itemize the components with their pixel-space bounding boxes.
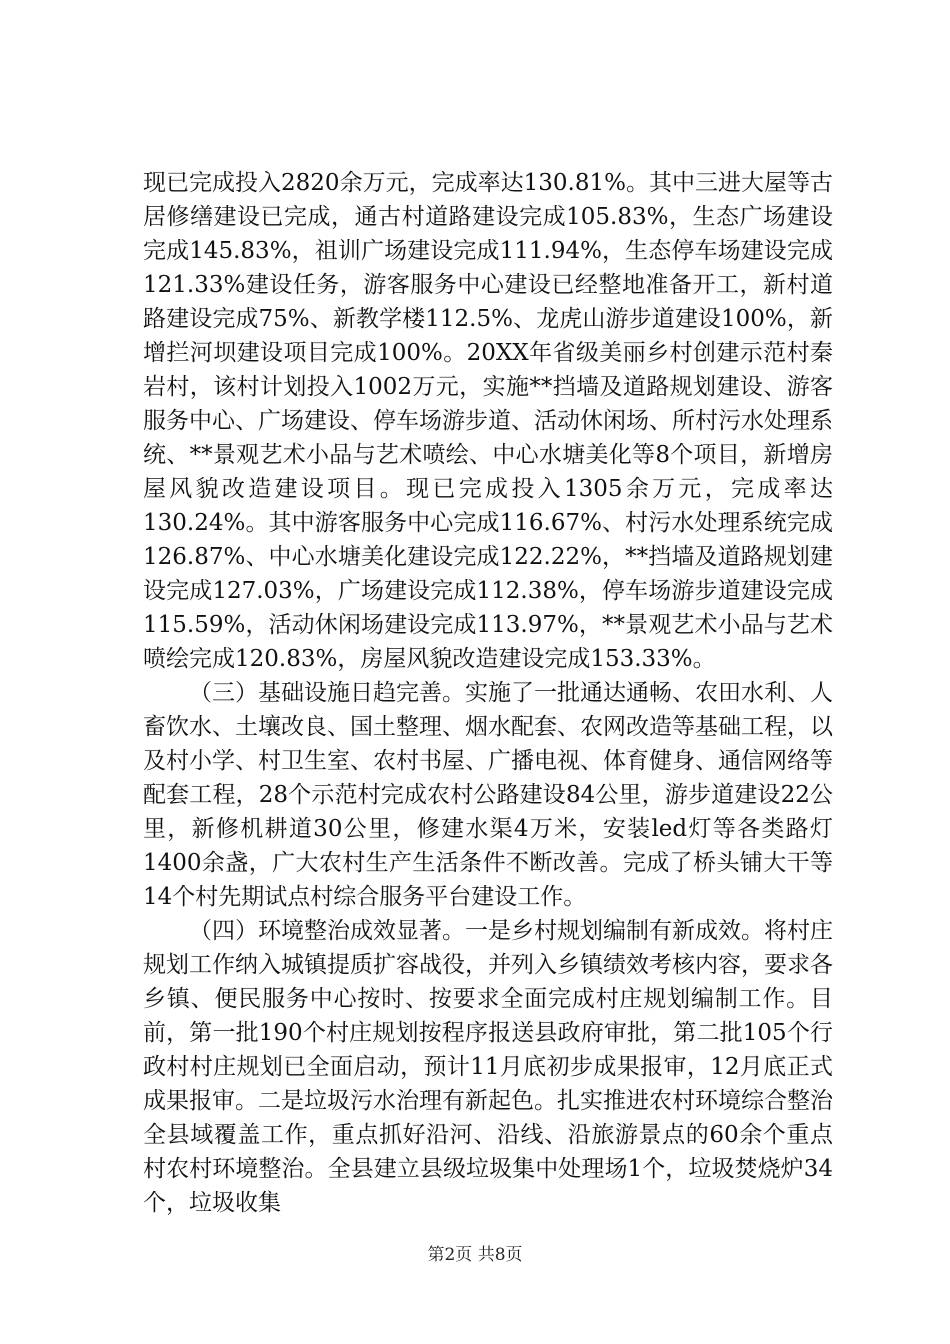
paragraph-continued: 现已完成投入2820余万元，完成率达130.81%。其中三进大屋等古居修缮建设已完成，通古村道路建设完成105.83%，生态广场建设完成145.83%，祖训广场建设完成111.94%，生态停车场建设完成121.33%建设任务，游客服务中心建设已经整地准备开工，新村道路建设完成75%、新教学楼112.5%、龙虎山游步道建设100%，新增拦河坝建设项目完成100%。20XX年省级美丽乡村创建示范村秦岩村，该村计划投入1002万元，实施**挡墙及道路规划建设、游客服务中心、广场建设、停车场游步道、活动休闲场、所村污水处理系统、**景观艺术小品与艺术喷绘、中心水塘美化等8个项目，新增房屋风貌改造建设项目。现已完成投入1305余万元，完成率达130.24%。其中游客服务中心完成116.67%、村污水处理系统完成126.87%、中心水塘美化建设完成122.22%，**挡墙及道路规划建设完成127.03%，广场建设完成112.38%，停车场游步道建设完成115.59%，活动休闲场建设完成113.97%，**景观艺术小品与艺术喷绘完成120.83%，房屋风貌改造建设完成153.33%。	[143, 170, 833, 672]
page-footer: 第2页 共8页	[427, 1245, 523, 1265]
body-text	[143, 166, 833, 1220]
paragraph-infrastructure: （三）基础设施日趋完善。实施了一批通达通畅、农田水利、人畜饮水、土壤改良、国土整理、烟水配套、农网改造等基础工程，以及村小学、村卫生室、农村书屋、广播电视、体育健身、通信网络等配套工程，28个示范村完成农村公路建设84公里，游步道建设22公里，新修机耕道30公里，修建水渠4万米，安装led灯等各类路灯1400余盏，广大农村生产生活条件不断改善。完成了桥头铺大干等14个村先期试点村综合服务平台建设工作。	[143, 680, 833, 910]
paragraph-environment: （四）环境整治成效显著。一是乡村规划编制有新成效。将村庄规划工作纳入城镇提质扩容战役，并列入乡镇绩效考核内容，要求各乡镇、便民服务中心按时、按要求全面完成村庄规划编制工作。目前，第一批190个村庄规划按程序报送县政府审批，第二批105个行政村村庄规划已全面启动，预计11月底初步成果报审，12月底正式成果报审。二是垃圾污水治理有新起色。扎实推进农村环境综合整治全县域覆盖工作，重点抓好沿河、沿线、沿旅游景点的60余个重点村农村环境整治。全县建立县级垃圾集中处理场1个，垃圾焚烧炉34个，垃圾收集	[143, 918, 833, 1216]
